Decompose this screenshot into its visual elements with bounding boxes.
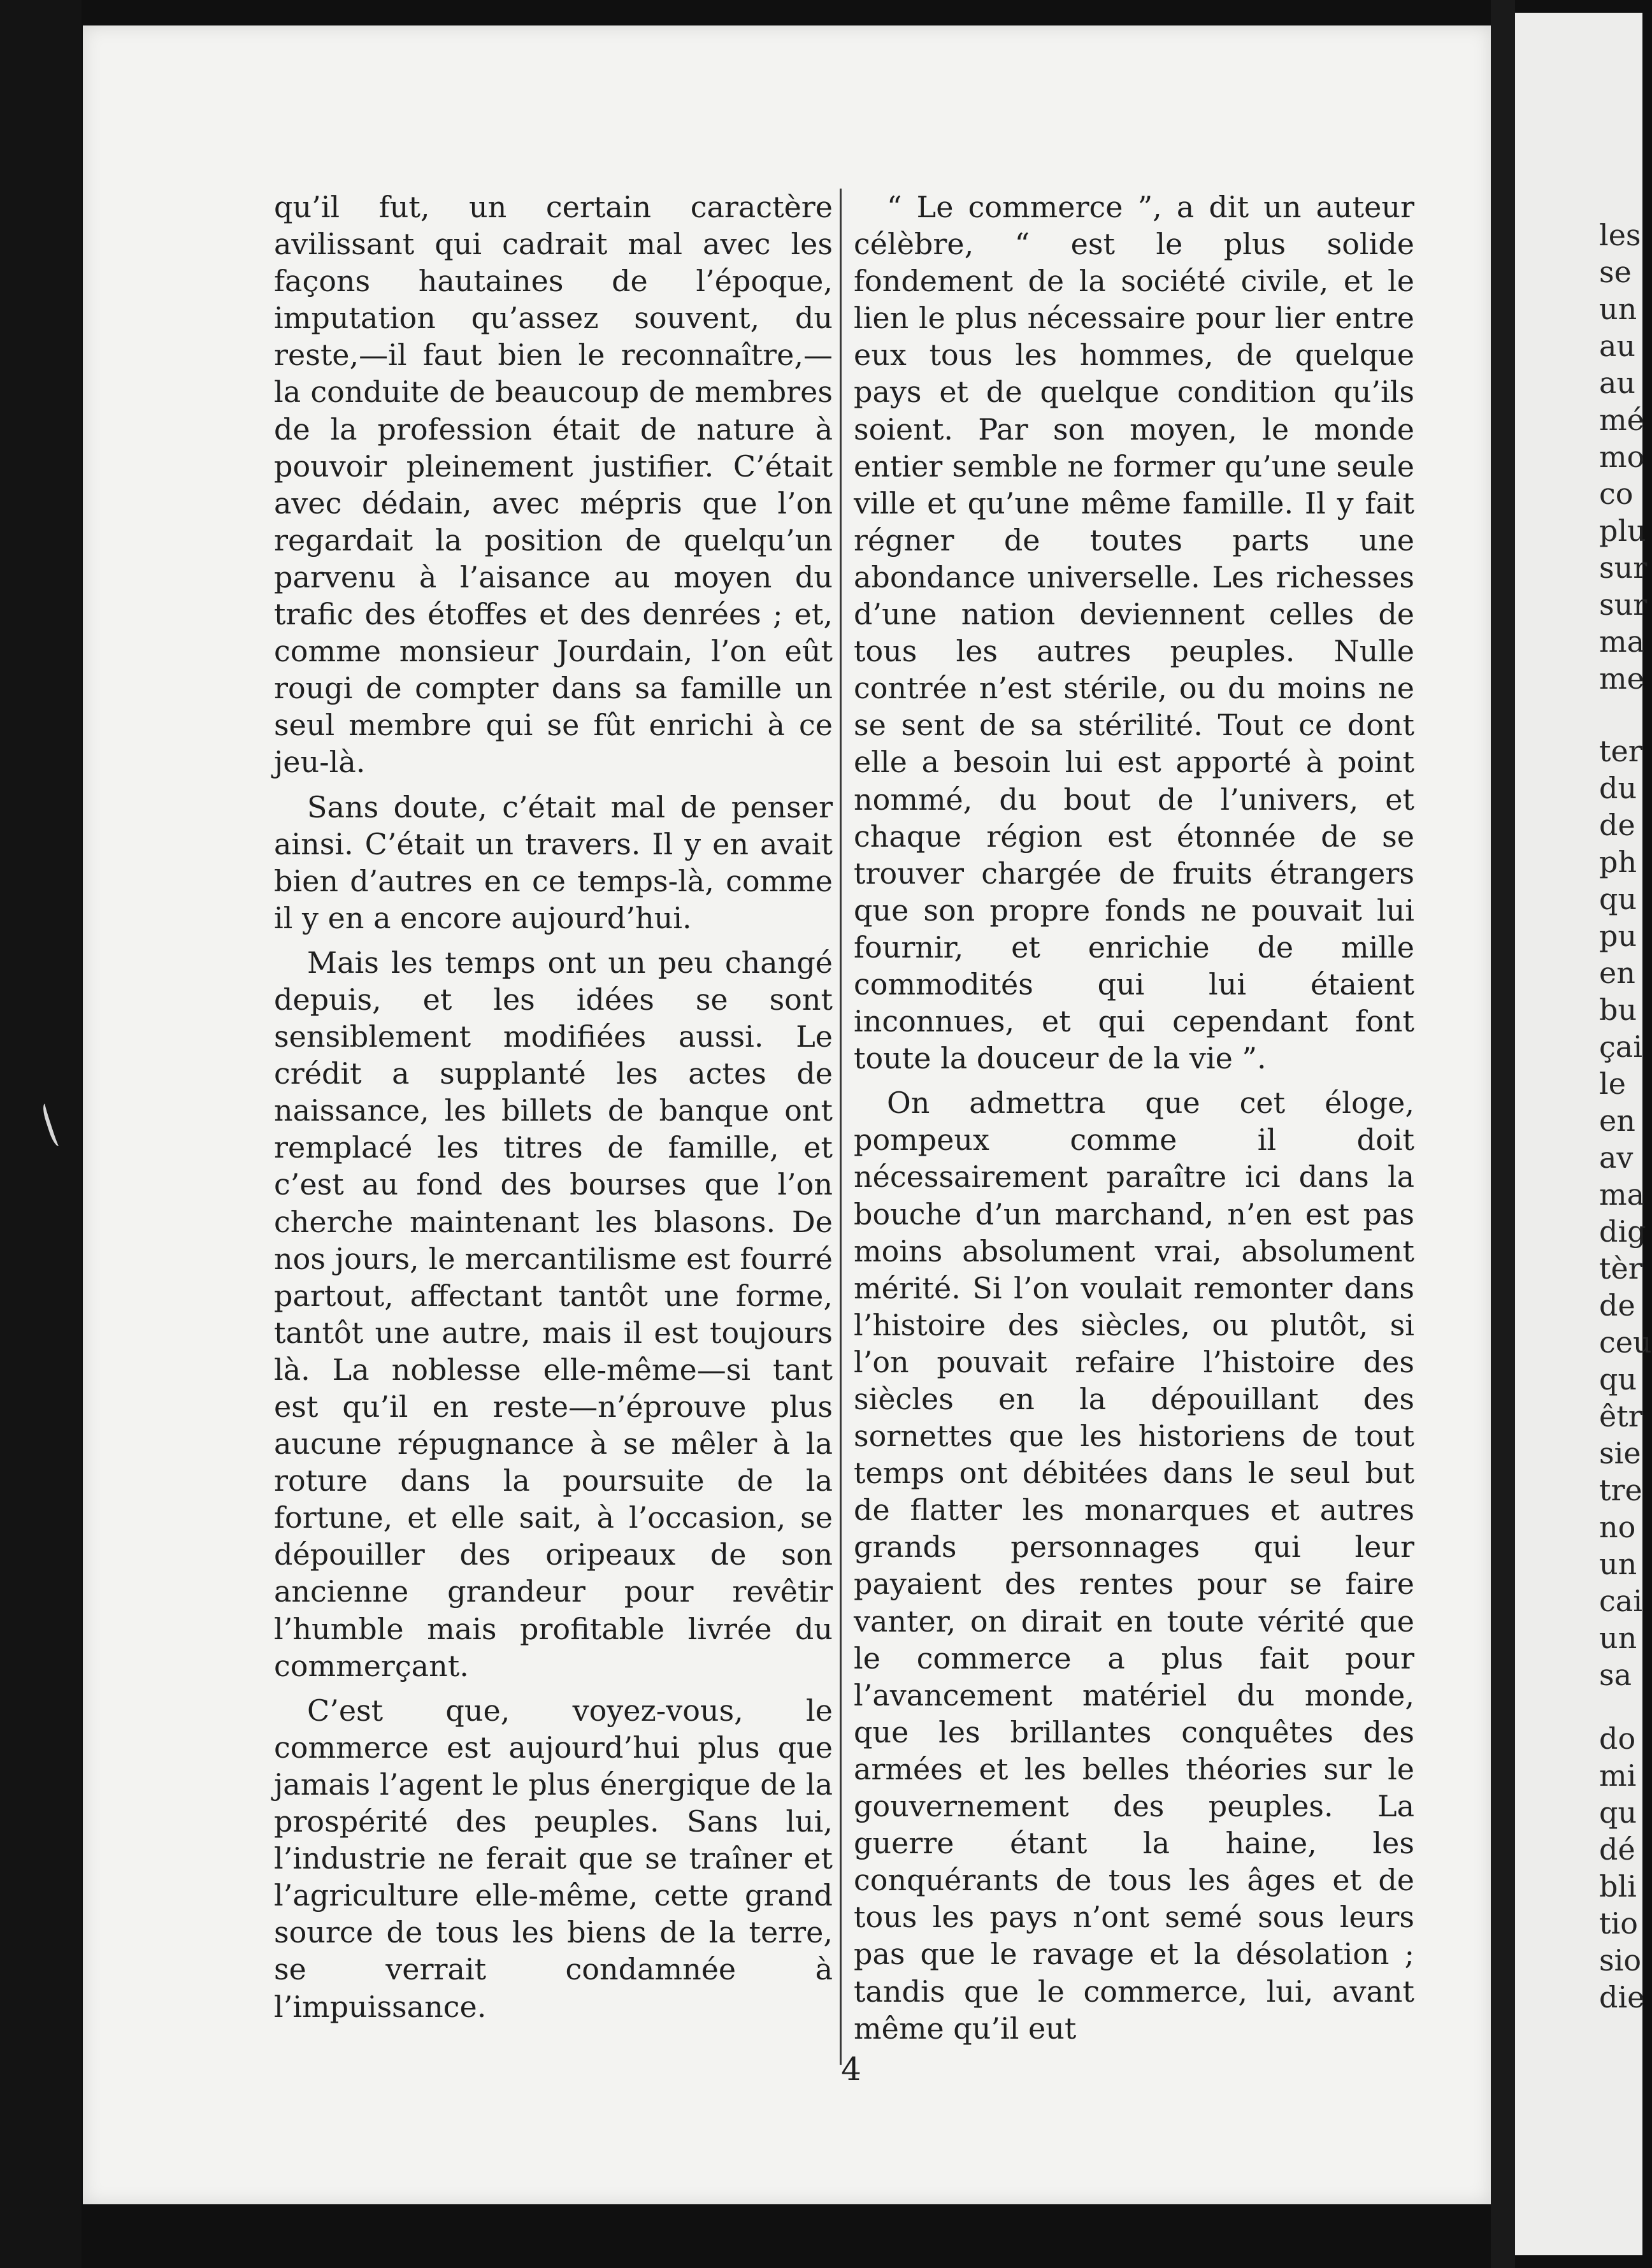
facing-page-fragment: les: [1599, 218, 1641, 252]
facing-page-fragment: die: [1599, 1980, 1645, 2014]
paragraph: C’est que, voyez-vous, le commerce est aujourd’hui plus que jamais l’agent le plus énergique de la prospérité des peuples. Sans lui, l’industrie ne ferait que se traîner et l’agriculture elle-même, cette grand source de tous les biens de la terre, se verrait condamnée à l’impuissance.: [274, 1693, 833, 2024]
facing-page-fragment: tèr: [1599, 1251, 1642, 1286]
facing-page-fragment: mo: [1599, 440, 1645, 474]
facing-page-fragment: en: [1599, 1103, 1635, 1138]
facing-page-fragment: de: [1599, 808, 1635, 842]
facing-page-fragment: av: [1599, 1140, 1634, 1175]
facing-page-fragment: bli: [1599, 1869, 1637, 1904]
facing-page-fragment: cai: [1599, 1584, 1642, 1618]
facing-page-fragment: ceu: [1599, 1325, 1652, 1360]
facing-page-fragment: du: [1599, 771, 1637, 805]
paragraph: On admettra que cet éloge, pompeux comme il doit nécessairement paraître ici dans la bouche d’un marchand, n’en est pas moins absolument vrai, absolument mérité. Si l’on voulait remonter dans l’histoire des siècles, ou plutôt, si l’on pouvait refaire l’histoire des siècles en la dépouillant des sornettes que les historiens de tout temps ont débitées dans le seul but de flatter les monarques et autres grands personnages qui leur payaient des rentes pour se faire vanter, on dirait en toute vérité que le commerce a plus fait pour l’avancement matériel du monde, que les brillantes conquêtes des armées et les belles théories sur le gouvernement des peuples. La guerre étant la haine, les conquérants de tous les âges et de tous les pays n’ont semé sous leurs pas que le ravage et la désolation ; tandis que le commerce, lui, avant même qu’il eut: [854, 1086, 1414, 2046]
facing-page: [1515, 13, 1652, 2255]
right-text-column: [854, 189, 1414, 2055]
paragraph: Mais les temps ont un peu changé depuis, et les idées se sont sensiblement modifiées aussi. Le crédit a supplanté les actes de naissance, les billets de banque ont remplacé les titres de famille, et c’est au fond des bourses que l’on cherche maintenant les blasons. De nos jours, le mercantilisme est fourré partout, affectant tantôt une forme, tantôt une autre, mais il est toujours là. La noblesse elle-même—si tant est qu’il en reste—n’éprouve plus aucune répugnance à se mêler à la roture dans la poursuite de la fortune, et elle sait, à l’occasion, se dépouiller des oripeaux de son ancienne grandeur pour revêtir l’humble mais profitable livrée du commerçant.: [274, 945, 833, 1683]
facing-page-fragment: un: [1599, 1621, 1637, 1655]
facing-page-fragment: qu: [1599, 1362, 1637, 1396]
facing-page-fragment: do: [1599, 1721, 1636, 1756]
paragraph: “ Le commerce ”, a dit un auteur célèbre, “ est le plus solide fondement de la société civile, et le lien le plus nécessaire pour lier entre eux tous les hommes, de quelque pays et de quelque condition qu’ils soient. Par son moyen, le monde entier semble ne former qu’une seule ville et qu’une même famille. Il y fait régner de toutes parts une abondance universelle. Les richesses d’une nation deviennent celles de tous les autres peuples. Nulle contrée n’est stérile, ou du moins ne se sent de sa stérilité. Tout ce dont elle a besoin lui est apporté à point nommé, du bout de l’univers, et chaque région est étonnée de se trouver chargée de fruits étrangers que son propre fonds ne pouvait lui fournir, et enrichie de mille commodités qui lui étaient inconnues, et qui cependant font toute la douceur de la vie ”.: [854, 190, 1414, 1076]
facing-page-fragment: tio: [1599, 1906, 1638, 1941]
facing-page-fragment: dig: [1599, 1214, 1646, 1249]
facing-page-fragment: pu: [1599, 919, 1637, 953]
scan-left-margin: [0, 0, 82, 2268]
facing-page-fragment: sa: [1599, 1658, 1632, 1692]
facing-page-fragment: au: [1599, 366, 1636, 400]
facing-page-fragment: un: [1599, 1547, 1637, 1581]
paragraph: qu’il fut, un certain caractère avilissant qui cadrait mal avec les façons hautaines de l’époque, imputation qu’assez souvent, du reste,—il faut bien le reconnaître,—la conduite de beaucoup de membres de la profession était de nature à pouvoir pleinement justifier. C’était avec dédain, avec mépris que l’on regardait la position de quelqu’un parvenu à l’aisance au moyen du trafic des étoffes et des denrées ; et, comme monsieur Jourdain, l’on eût rougi de compter dans sa famille un seul membre qui se fût enrichi à ce jeu-là.: [274, 190, 833, 780]
page-number: 4: [841, 2051, 861, 2088]
column-divider-rule: [840, 189, 842, 2065]
facing-page-fragment: un: [1599, 292, 1637, 326]
scan-artifact-mark: [41, 1102, 66, 1147]
facing-page-fragment: mé: [1599, 403, 1644, 437]
facing-page-fragment: bu: [1599, 993, 1637, 1027]
facing-page-fragment: çai: [1599, 1030, 1642, 1064]
facing-page-fragment: ma: [1599, 1177, 1645, 1212]
facing-page-fragment: co: [1599, 477, 1634, 511]
facing-page-fragment: plu: [1599, 513, 1646, 548]
facing-page-fragment: tre: [1599, 1473, 1642, 1507]
facing-page-fragment: ma: [1599, 624, 1645, 659]
facing-page-fragment: de: [1599, 1288, 1635, 1323]
facing-page-fragment: êtr: [1599, 1399, 1642, 1433]
facing-page-fragment: au: [1599, 329, 1636, 363]
facing-page-fragment: mi: [1599, 1758, 1637, 1793]
facing-page-fragment: qu: [1599, 1795, 1637, 1830]
facing-page-fragment: sie: [1599, 1436, 1641, 1470]
facing-page-fragment: en: [1599, 956, 1635, 990]
facing-page-fragment: no: [1599, 1510, 1636, 1544]
paragraph: Sans doute, c’était mal de penser ainsi. C’était un travers. Il y en avait bien d’autres en ce temps-là, comme il y en a encore aujourd’hui.: [274, 789, 833, 935]
facing-page-fragment: sur: [1599, 587, 1648, 622]
facing-page-fragment: dé: [1599, 1832, 1635, 1867]
page-gutter: [1491, 0, 1515, 2268]
facing-page-fragment: ph: [1599, 845, 1637, 879]
facing-page-fragment: se: [1599, 255, 1632, 289]
facing-page-fragment: le: [1599, 1066, 1626, 1101]
facing-page-fragment: ter: [1599, 734, 1642, 768]
facing-page-fragment: sur: [1599, 550, 1648, 585]
left-text-column: [274, 189, 833, 2033]
facing-page-fragment: qu: [1599, 882, 1637, 916]
facing-page-fragment: me: [1599, 661, 1644, 696]
facing-page-fragment: sio: [1599, 1943, 1642, 1977]
